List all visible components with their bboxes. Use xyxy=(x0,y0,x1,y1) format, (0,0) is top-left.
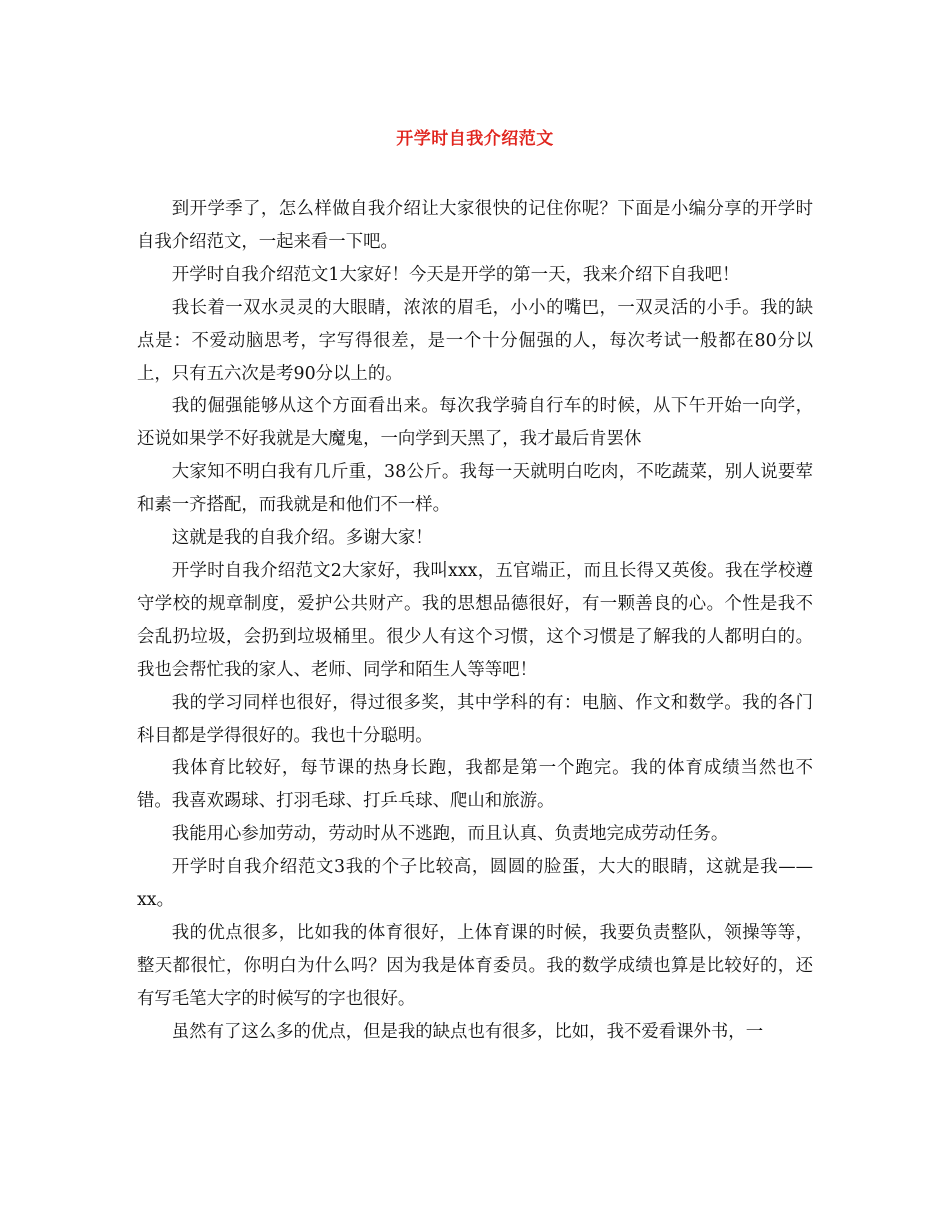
paragraph: 到开学季了，怎么样做自我介绍让大家很快的记住你呢？下面是小编分享的开学时自我介绍范文，一起来看一下吧。 xyxy=(137,199,813,252)
paragraph: 大家知不明白我有几斤重，38公斤。我每一天就明白吃肉，不吃蔬菜，别人说要荤和素一齐搭配，而我就是和他们不一样。 xyxy=(137,462,813,516)
document-body xyxy=(137,193,813,1049)
paragraph: 这就是我的自我介绍。多谢大家！ xyxy=(171,528,433,549)
paragraph: 我长着一双水灵灵的大眼睛，浓浓的眉毛，小小的嘴巴，一双灵活的小手。我的缺点是：不爱动脑思考，字写得很差，是一个十分倔强的人，每次考试一般都在80分以上，只有五六次是考90分以上的。 xyxy=(137,297,813,384)
document-title: 开学时自我介绍范文 xyxy=(396,129,554,149)
paragraph: 我的倔强能够从这个方面看出来。每次我学骑自行车的时候，从下午开始一向学，还说如果学不好我就是大魔鬼，一向学到天黑了，我才最后肯罢休 xyxy=(137,396,813,450)
paragraph: 我的学习同样也很好，得过很多奖，其中学科的有：电脑、作文和数学。我的各门科目都是学得很好的。我也十分聪明。 xyxy=(137,692,813,746)
paragraph: 我能用心参加劳动，劳动时从不逃跑，而且认真、负责地完成劳动任务。 xyxy=(171,824,729,845)
paragraph: 开学时自我介绍范文2大家好，我叫xxx，五官端正，而且长得又英俊。我在学校遵守学校的规章制度，爱护公共财产。我的思想品德很好，有一颗善良的心。个性是我不会乱扔垃圾，会扔到垃圾桶里。很少人有这个习惯，这个习惯是了解我的人都明白的。我也会帮忙我的家人、老师、同学和陌生人等等吧！ xyxy=(137,560,813,680)
paragraph: 我的优点很多，比如我的体育很好，上体育课的时候，我要负责整队，领操等等，整天都很忙，你明白为什么吗？因为我是体育委员。我的数学成绩也算是比较好的，还有写毛笔大字的时候写的字也很好。 xyxy=(137,922,813,1009)
paragraph: 虽然有了这么多的优点，但是我的缺点也有很多，比如，我不爱看课外书，一 xyxy=(171,1021,764,1042)
paragraph: 我体育比较好，每节课的热身长跑，我都是第一个跑完。我的体育成绩当然也不错。我喜欢踢球、打羽毛球、打乒乓球、爬山和旅游。 xyxy=(137,758,813,812)
paragraph: 开学时自我介绍范文1大家好！今天是开学的第一天，我来介绍下自我吧！ xyxy=(171,264,740,285)
paragraph: 开学时自我介绍范文3我的个子比较高，圆圆的脸蛋，大大的眼睛，这就是我——xx。 xyxy=(137,857,813,911)
